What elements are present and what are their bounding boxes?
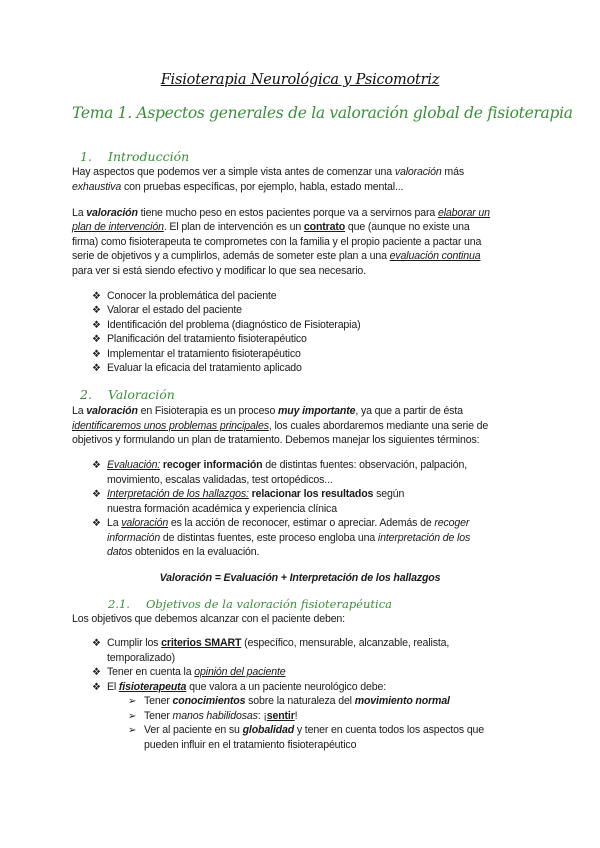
- bullet-icon: ❖: [92, 291, 101, 302]
- list-item: Identificación del problema (diagnóstico de Fisioterapia): [107, 319, 361, 331]
- list-item-continuation: movimiento, escalas validadas, test ortopédicos...: [107, 474, 333, 486]
- arrow-bullet-icon: ➢: [128, 725, 137, 736]
- list-item: Implementar el tratamiento fisioterapéutico: [107, 348, 301, 360]
- valoracion-paragraph-line: para ver si está siendo efectivo y modificar lo que sea necesario.: [72, 265, 366, 277]
- section-2-number: 2.: [80, 387, 92, 402]
- bullet-icon: ❖: [92, 667, 101, 678]
- list-item: Interpretación de los hallazgos: relacionar los resultados según: [107, 488, 405, 500]
- bullet-icon: ❖: [92, 638, 101, 649]
- arrow-bullet-icon: ➢: [128, 696, 137, 707]
- list-item: Tener en cuenta la opinión del paciente: [107, 666, 286, 678]
- list-item: La valoración es la acción de reconocer, estimar o apreciar. Además de recoger: [107, 517, 470, 529]
- valoracion-paragraph-line: La valoración tiene mucho peso en estos pacientes porque va a servirnos para elaborar un: [72, 207, 490, 219]
- bullet-icon: ❖: [92, 305, 101, 316]
- section-1-number: 1.: [80, 149, 92, 164]
- sub-list-item-continuation: pueden influir en el tratamiento fisioterapéutico: [144, 739, 357, 751]
- list-item: El fisioterapeuta que valora a un paciente neurológico debe:: [107, 681, 386, 693]
- list-item: Evaluación: recoger información de distintas fuentes: observación, palpación,: [107, 459, 468, 471]
- list-item-continuation: temporalizado): [107, 652, 175, 664]
- sub-list-item: Tener conocimientos sobre la naturaleza del movimiento normal: [144, 695, 450, 707]
- list-item: Conocer la problemática del paciente: [107, 290, 277, 302]
- section-2-1-heading: Objetivos de la valoración fisioterapéutica: [146, 597, 392, 611]
- sub-list-item: Ver al paciente en su globalidad y tener en cuenta todos los aspectos que: [144, 724, 485, 736]
- subject-title: Fisioterapia Neurológica y Psicomotriz: [160, 72, 440, 88]
- bullet-icon: ❖: [92, 460, 101, 471]
- valoracion-paragraph-line: firma) como fisioterapeuta te comprometes con la familia y el propio paciente a pactar una: [72, 236, 482, 248]
- topic-title: Tema 1. Aspectos generales de la valoración global de fisioterapia: [72, 104, 573, 122]
- list-item-continuation: nuestra formación académica y experiencia clínica: [107, 503, 337, 515]
- bullet-icon: ❖: [92, 349, 101, 360]
- section-2-heading: Valoración: [108, 387, 175, 402]
- bullet-icon: ❖: [92, 363, 101, 374]
- intro-paragraph-line: Hay aspectos que podemos ver a simple vista antes de comenzar una valoración más: [72, 166, 464, 178]
- objectives-intro: Los objetivos que debemos alcanzar con el paciente deben:: [72, 613, 345, 625]
- bullet-icon: ❖: [92, 489, 101, 500]
- list-item-continuation: datos obtenidos en la evaluación.: [107, 546, 260, 558]
- bullet-icon: ❖: [92, 518, 101, 529]
- list-item: Valorar el estado del paciente: [107, 304, 242, 316]
- valoracion-paragraph-line: serie de objetivos y a cumplirlos, además de someter este plan a una evaluación continua: [72, 250, 481, 262]
- bullet-icon: ❖: [92, 334, 101, 345]
- valoracion-paragraph-line: plan de intervención. El plan de intervención es un contrato que (aunque no existe una: [72, 221, 470, 233]
- bullet-icon: ❖: [92, 682, 101, 693]
- list-item: Evaluar la eficacia del tratamiento aplicado: [107, 362, 302, 374]
- bullet-icon: ❖: [92, 320, 101, 331]
- valoracion-definition-line: La valoración en Fisioterapia es un proceso muy importante, ya que a partir de ésta: [72, 405, 463, 417]
- valoracion-definition-line: objetivos y formulando un plan de tratamiento. Debemos manejar los siguientes términos:: [72, 434, 480, 446]
- formula: Valoración = Evaluación + Interpretación de los hallazgos: [159, 572, 441, 584]
- arrow-bullet-icon: ➢: [128, 711, 137, 722]
- intro-paragraph-line: exhaustiva con pruebas específicas, por ejemplo, habla, estado mental...: [72, 181, 404, 193]
- valoracion-definition-line: identificaremos unos problemas principales, los cuales abordaremos mediante una serie de: [72, 420, 489, 432]
- sub-list-item: Tener manos habilidosas: ¡sentir!: [144, 710, 298, 722]
- section-1-heading: Introducción: [108, 149, 190, 164]
- list-item-continuation: información de distintas fuentes, este proceso engloba una interpretación de los: [107, 532, 471, 544]
- list-item: Planificación del tratamiento fisioterapéutico: [107, 333, 307, 345]
- list-item: Cumplir los criterios SMART (específico, mensurable, alcanzable, realista,: [107, 637, 450, 649]
- section-2-1-number: 2.1.: [108, 597, 130, 611]
